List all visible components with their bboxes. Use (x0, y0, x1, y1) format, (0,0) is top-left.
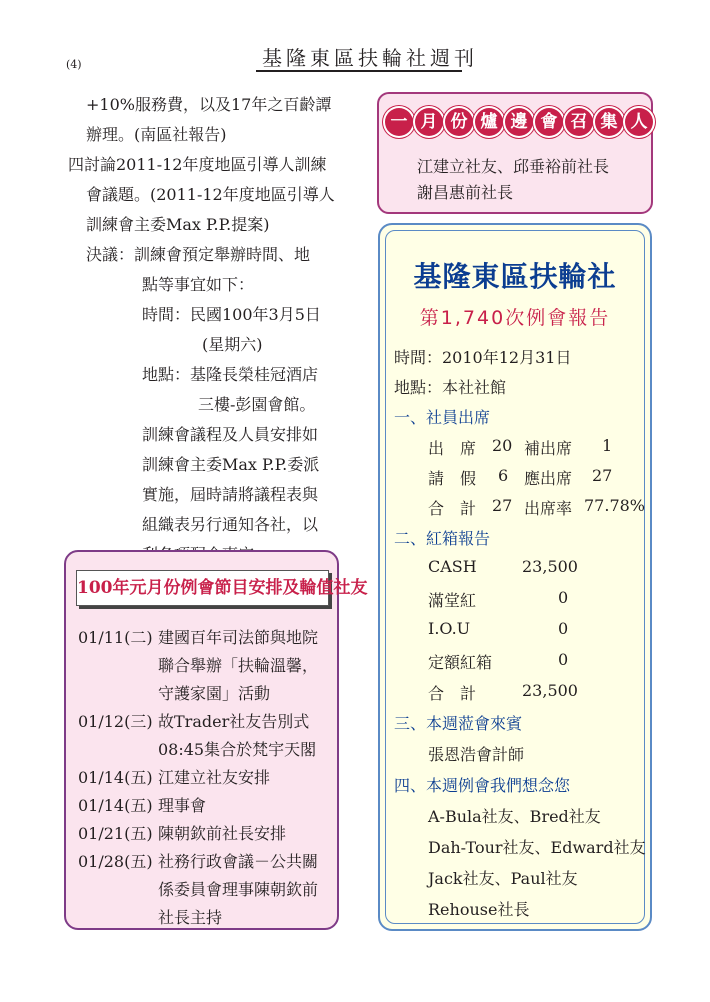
title-char: 集 (595, 108, 623, 136)
title-char: 一 (385, 108, 413, 136)
schedule-text: 故Trader社友告別式 (158, 712, 310, 731)
schedule-text: 陳朝欽前社長安排 (158, 824, 287, 843)
fireside-line: 江建立社友、邱垂裕前社長 (417, 157, 610, 176)
meeting-report-box (378, 223, 652, 931)
should-label: 應出席 (524, 469, 573, 488)
leave-count: 6 (498, 466, 509, 485)
header-rule (256, 70, 462, 72)
page-number: (4) (66, 58, 82, 71)
rate-value: 77.78% (584, 496, 646, 515)
text-line: 四討論2011-12年度地區引導人訓練 (68, 155, 327, 174)
schedule-text: 08:45集合於梵宇天閣 (158, 740, 317, 759)
text-line: 三樓-彭園會館。 (198, 395, 316, 414)
attendance-heading: 一、社員出席 (394, 408, 491, 427)
text-line: 實施，屆時請將議程表與 (142, 485, 319, 504)
makeup-label: 補出席 (524, 439, 573, 458)
schedule-date: 01/28(五) (78, 852, 153, 871)
redbox-value: 23,500 (522, 681, 578, 700)
redbox-label: 定額紅箱 (428, 653, 493, 672)
leave-label: 請 假 (428, 469, 477, 488)
text-line: 會議題。(2011-12年度地區引導人 (86, 185, 335, 204)
present-count: 20 (492, 436, 513, 455)
schedule-text: 係委員會理事陳朝欽前 (158, 880, 319, 899)
redbox-value: 23,500 (522, 557, 578, 576)
present-label: 出 席 (428, 439, 477, 458)
redbox-value: 0 (558, 619, 569, 638)
missyou-line: Rehouse社長 (428, 900, 530, 919)
schedule-date: 01/12(三) (78, 712, 153, 731)
should-count: 27 (592, 466, 613, 485)
missyou-heading: 四、本週例會我們想念您 (394, 776, 571, 795)
report-title: 第1,740次例會報告 (419, 307, 611, 329)
text-line: 辦理。(南區社報告) (86, 125, 227, 144)
club-name: 基隆東區扶輪社 (413, 260, 617, 293)
schedule-text: 社務行政會議－公共關 (158, 852, 319, 871)
missyou-line: A-Bula社友、Bred社友 (428, 807, 601, 826)
missyou-line: Dah-Tour社友、Edward社友 (428, 838, 646, 857)
guest-name: 張恩浩會計師 (428, 745, 525, 764)
total-count: 27 (492, 496, 513, 515)
meeting-time: 時間：2010年12月31日 (394, 348, 572, 367)
redbox-label: 合 計 (428, 684, 477, 703)
text-line: 決議：訓練會預定舉辦時間、地 (86, 245, 311, 264)
meeting-place: 地點：本社社館 (394, 378, 507, 397)
schedule-date: 01/14(五) (78, 796, 153, 815)
schedule-box (64, 550, 368, 930)
total-label: 合 計 (428, 499, 477, 518)
text-line: (星期六) (202, 335, 263, 354)
fireside-title (385, 108, 653, 136)
text-line: 訓練會主委Max P.P.提案) (86, 215, 270, 234)
redbox-label: 滿堂紅 (428, 591, 477, 610)
schedule-text: 聯合舉辦「扶輪溫馨， (158, 656, 319, 675)
title-char: 份 (445, 108, 473, 136)
guests-heading: 三、本週蒞會來賓 (394, 714, 523, 733)
text-line: 地點：基隆長榮桂冠酒店 (142, 365, 319, 384)
title-char: 爐 (475, 108, 503, 136)
text-line: 時間：民國100年3月5日 (142, 305, 321, 324)
missyou-line: Jack社友、Paul社友 (428, 869, 578, 888)
title-char: 會 (535, 108, 563, 136)
redbox-label: CASH (428, 557, 477, 576)
title-char: 召 (565, 108, 593, 136)
text-line: 點等事宜如下： (142, 275, 255, 294)
fireside-line: 謝昌惠前社長 (417, 183, 514, 202)
schedule-text: 社長主持 (158, 908, 223, 927)
redbox-heading: 二、紅箱報告 (394, 529, 491, 548)
schedule-date: 01/21(五) (78, 824, 153, 843)
title-char: 月 (415, 108, 443, 136)
title-char: 邊 (505, 108, 533, 136)
schedule-text: 理事會 (158, 796, 207, 815)
text-line: 組織表另行通知各社，以 (142, 515, 319, 534)
schedule-text: 建國百年司法節與地院 (158, 628, 319, 647)
title-char: 人 (625, 108, 653, 136)
fireside-box (377, 92, 653, 214)
makeup-count: 1 (602, 436, 613, 455)
text-line: +10%服務費，以及17年之百齡譚 (86, 95, 332, 114)
newsletter-title: 基隆東區扶輪社週刊 (262, 46, 478, 70)
schedule-date: 01/11(二) (78, 628, 153, 647)
text-line: 訓練會議程及人員安排如 (142, 425, 319, 444)
schedule-text: 江建立社友安排 (158, 768, 271, 787)
redbox-value: 0 (558, 650, 569, 669)
schedule-date: 01/14(五) (78, 768, 153, 787)
schedule-title: 100年元月份例會節目安排及輪值社友 (76, 570, 329, 606)
rate-label: 出席率 (524, 499, 573, 518)
text-line: 訓練會主委Max P.P.委派 (142, 455, 320, 474)
schedule-text: 守護家園」活動 (158, 684, 271, 703)
redbox-label: I.O.U (428, 619, 471, 638)
redbox-value: 0 (558, 588, 569, 607)
